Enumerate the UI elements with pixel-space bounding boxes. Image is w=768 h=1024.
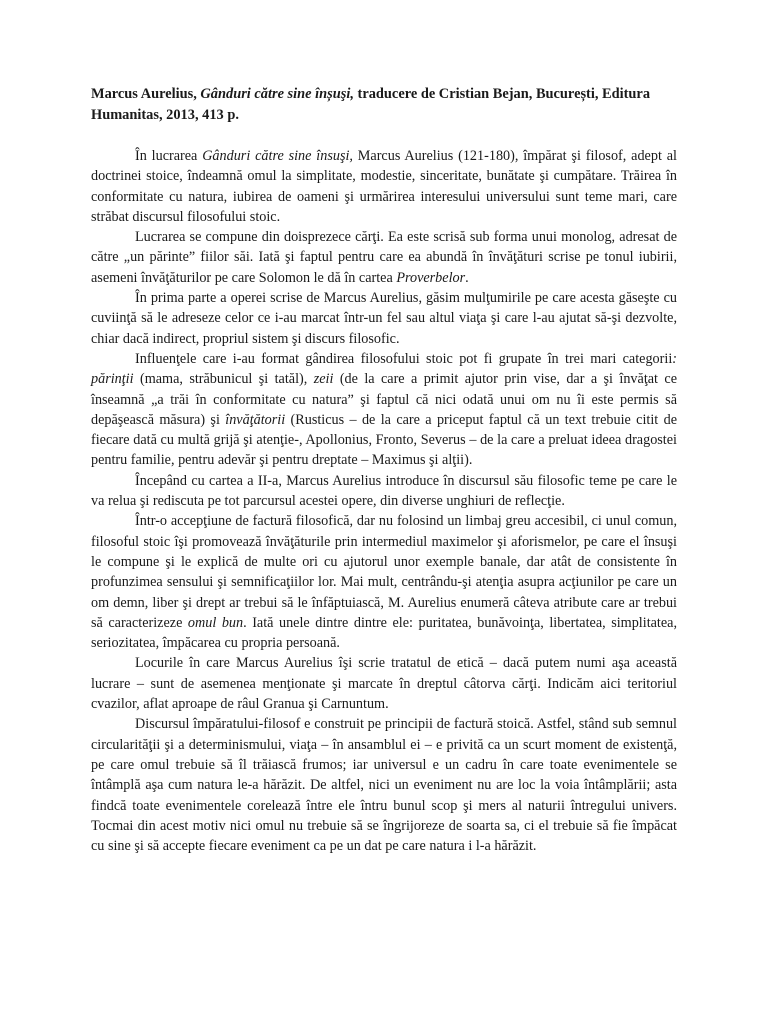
text-segment: Marcus Aurelius (121-180), împărat şi filosof, adept al doctrinei stoice, îndeamnă omul la simplitate, modestie, sinceritate, bunătate şi cumpătare. Trăirea în conformitate cu natura, iubirea de oameni şi urmărirea interesului universului sunt teme mari, care străbat discursul filosofului stoic. (91, 148, 677, 225)
heading-author: Marcus Aurelius, (91, 86, 201, 102)
text-segment: În lucrarea (135, 148, 203, 164)
heading-book-title: Gânduri către sine înșuşi, (200, 86, 354, 102)
text-segment: (mama, străbunicul şi tatăl), (133, 371, 314, 388)
paragraph (91, 146, 677, 227)
italic-text-segment: învăţătorii (225, 411, 286, 428)
text-segment: Influenţele care i-au format gândirea filosofului stoic pot fi grupate în trei mari categorii (135, 350, 673, 367)
book-reference-heading (91, 84, 677, 126)
text-segment: (Rusticus – de la care a priceput faptul că un text trebuie citit de fiecare dată cu multă grijă şi atenţie-, Apollonius, Fronto, Severus – de la care a preluat ideea dragostei pentru familie, pentru adevăr şi pentru dreptate – Maximus şi alţii). (91, 411, 677, 469)
italic-text-segment: Proverbelor (396, 269, 466, 286)
text-segment: Discursul împăratului-filosof e construit pe principii de factură stoică. Astfel, stând sub semnul circularităţii şi a determinismului, viaţa – în ansamblul ei – e privită ca un scurt moment de existenţă, pe care omul trebuie să îl trăiască frumos; iar universul e un cadru în care toate evenimentele se întâmplă aşa cum natura le-a hărăzit. De altfel, nici un eveniment nu are loc la voia întâmplării; asta findcă toate evenimentele corelează între ele întru bunul scop şi mers al naturii întregului univers. Tocmai din acest motiv nici omul nu trebuie să se îngrijoreze de soarta sa, ci el trebuie să fie împăcat cu sine şi să accepte fiecare eveniment ca pe un dat pe care natura i l-a hărăzit. (91, 716, 677, 855)
text-segment: . Iată unele dintre dintre ele: puritatea, bunăvoinţa, libertatea, simplitatea, seriozitatea, împăcarea cu propria persoană. (91, 614, 678, 652)
paragraph (91, 653, 677, 714)
document-page (91, 84, 677, 856)
paragraph (91, 288, 677, 349)
text-segment: Într-o accepţiune de factură filosofică, dar nu folosind un limbaj greu accesibil, ci unul comun, filosoful stoic îşi promovează învăţăturile prin intermediul maximelor şi aforismelor, pe care el însuşi le compune şi le explică de multe ori cu ajutorul unor exemple banale, dar atât de consistente în profunzimea sensului şi semnificaţiilor lor. Mai mult, centrându-şi atenţia asupra acţiunilor pe care un om demn, liber şi drept ar trebui să le înfăptuiască, M. Aurelius enumeră câteva atribute care ar trebui să caracterizeze (91, 513, 677, 631)
italic-text-segment: Gânduri către sine însuşi, (202, 148, 353, 164)
heading-publication-details: traducere de Cristian Bejan, București, Editura Humanitas, 2013, 413 p. (91, 86, 651, 123)
text-segment: În prima parte a operei scrise de Marcus Aurelius, găsim mulţumirile pe care acesta găseşte cu cuviinţă să le adreseze celor ce i-au marcat într-un fel sau altul viaţa şi care l-au ajutat să-şi dezvolte, chiar dacă indirect, propriul sistem şi discurs filosofic. (91, 290, 677, 347)
text-segment: Locurile în care Marcus Aurelius îşi scrie tratatul de etică – dacă putem numi aşa această lucrare – sunt de asemenea menţionate şi marcate în dreptul câtorva cărţi. Indicăm aici teritoriul cvazilor, aflat aproape de râul Granua şi Carnuntum. (91, 655, 677, 713)
paragraph (91, 227, 677, 288)
text-segment: Începând cu cartea a II-a, Marcus Aurelius introduce în discursul său filosofic teme pe care le va relua şi rediscuta pe tot parcursul acestei opere, din diverse unghiuri de reflecţie. (91, 472, 677, 510)
review-body (91, 146, 677, 856)
italic-text-segment: : părinţii (91, 350, 677, 388)
paragraph (91, 511, 677, 653)
text-segment: (de la care a primit ajutor prin vise, dar a şi învăţat ce înseamnă „a trăi în conformitate cu natura” şi faptul că nici odată unui om nu îi este permis să depăşească măsura) şi (91, 371, 677, 428)
text-segment: Lucrarea se compune din doisprezece cărţi. Ea este scrisă sub forma unui monolog, adresat de către „un părinte” fiilor săi. Iată şi faptul pentru care ea abundă în învăţături scrise pe tonul iubirii, asemeni învăţăturilor pe care Solomon le dă în cartea (91, 229, 677, 286)
text-segment: . (465, 269, 469, 286)
italic-text-segment: omul bun (187, 614, 244, 631)
paragraph (91, 349, 677, 471)
paragraph (91, 471, 677, 512)
italic-text-segment: zeii (313, 371, 334, 388)
paragraph (91, 714, 677, 856)
